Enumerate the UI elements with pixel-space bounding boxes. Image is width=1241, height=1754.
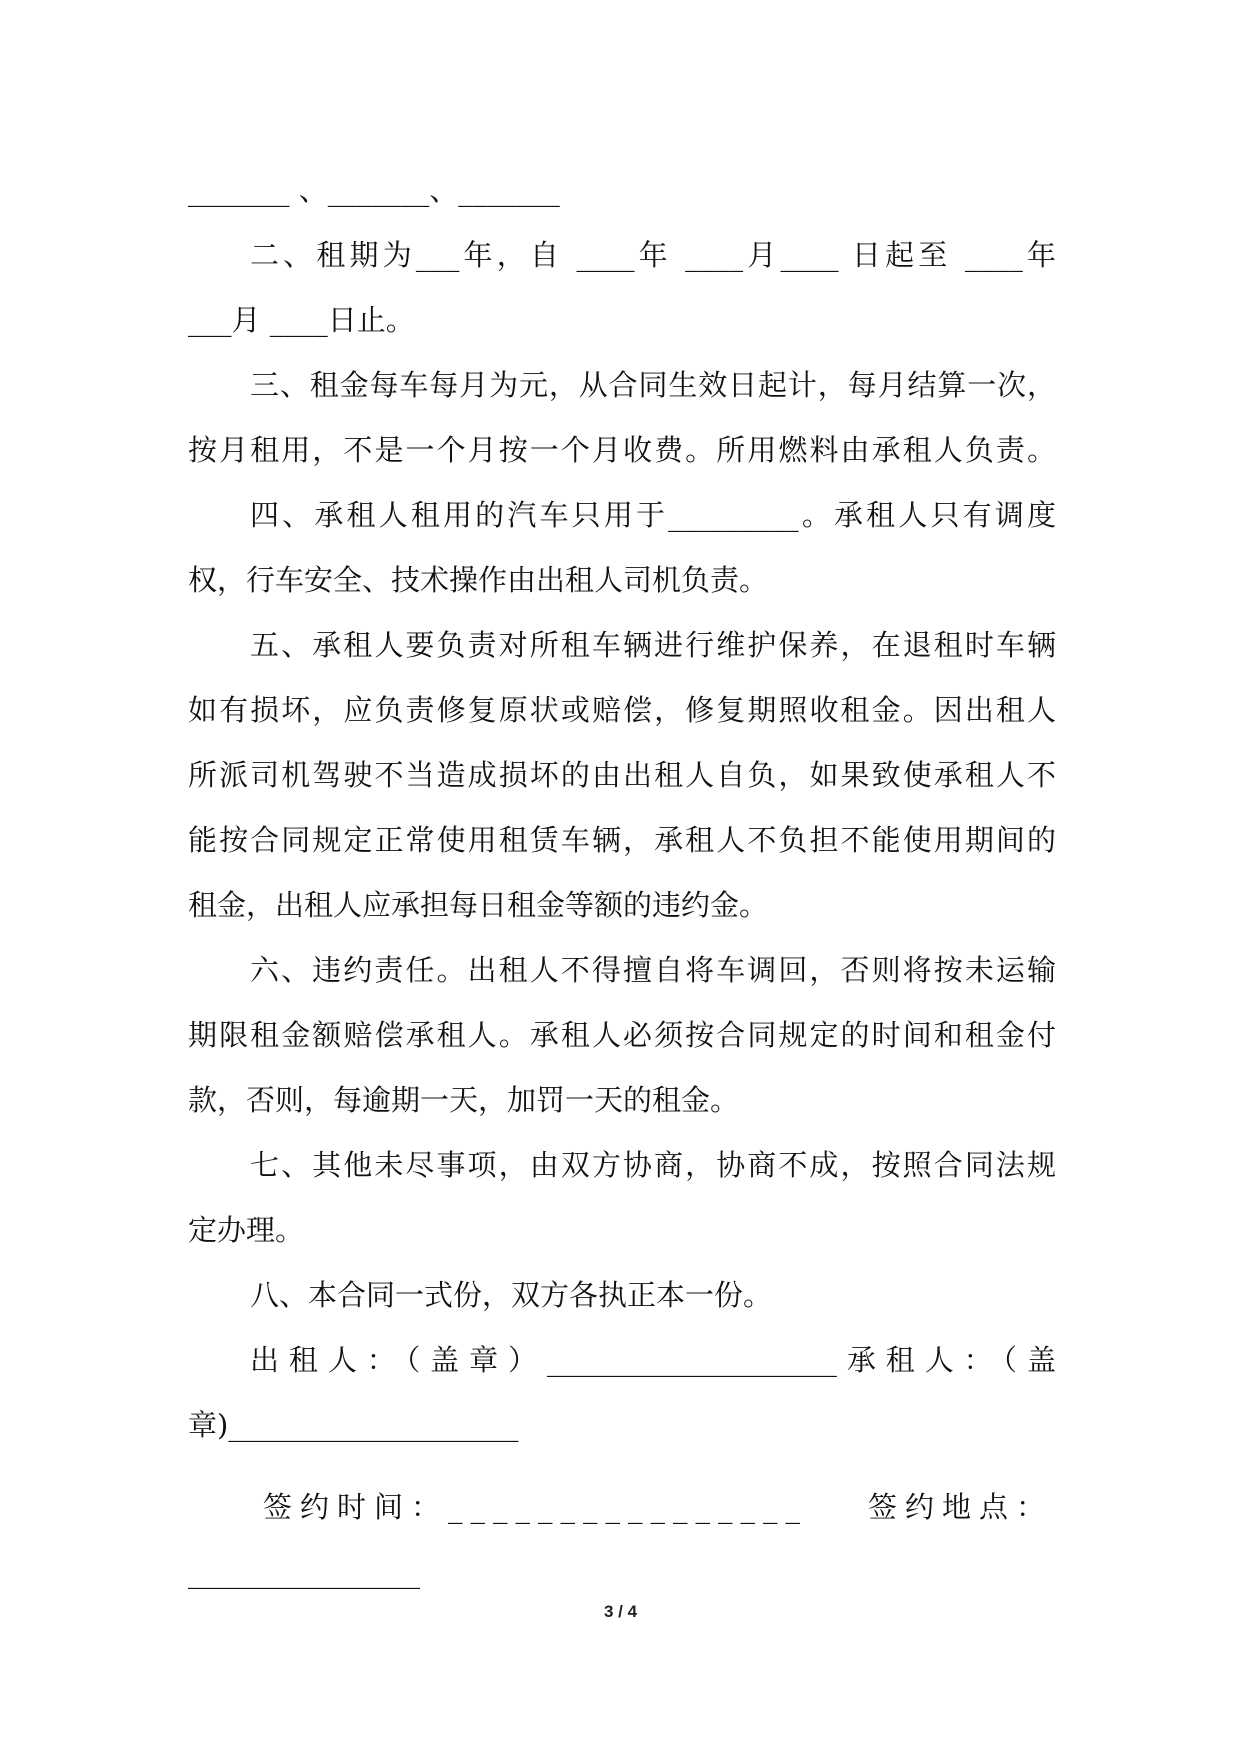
text-line: 款，否则，每逾期一天，加罚一天的租金。 (188, 1083, 740, 1117)
text-line: 期限租金额赔偿承租人。承租人必须按合同规定的时间和租金付 (188, 1018, 1056, 1052)
text-line: 三、租金每车每月为元，从合同生效日起计，每月结算一次， (250, 368, 1056, 402)
text-line: 租金，出租人应承担每日租金等额的违约金。 (188, 888, 769, 922)
signature-lessor-line: 出租人：（盖章）____________________承租人：（盖 (250, 1343, 1056, 1377)
sign-place: 签约地点： (868, 1490, 1054, 1524)
text-line: 七、其他未尽事项，由双方协商，协商不成，按照合同法规 (250, 1148, 1056, 1182)
contract-body (188, 158, 1056, 1458)
text-line: 能按合同规定正常使用租赁车辆，承租人不负担不能使用期间的 (188, 823, 1056, 857)
text-line: 如有损坏，应负责修复原状或赔偿，修复期照收租金。因出租人 (188, 693, 1056, 727)
text-line: 八、本合同一式份，双方各执正本一份。 (250, 1278, 773, 1312)
page-number: 3 / 4 (603, 1602, 638, 1621)
text-line: _______ 、_______、_______ (188, 173, 560, 207)
text-line: 四、承租人租用的汽车只用于_________。承租人只有调度 (250, 498, 1056, 532)
sign-time: 签约时间：________________ (263, 1490, 809, 1524)
signature-lessee-line: 章)____________________ (188, 1408, 519, 1442)
text-line: 定办理。 (188, 1213, 305, 1247)
text-line: 六、违约责任。出租人不得擅自将车调回，否则将按未运输 (250, 953, 1056, 987)
text-line: 五、承租人要负责对所租车辆进行维护保养，在退租时车辆 (250, 628, 1056, 662)
text-line: 按月租用，不是一个月按一个月收费。所用燃料由承租人负责。 (188, 433, 1056, 467)
sign-place-blank: ________________ (188, 1555, 420, 1589)
text-line: ___月 ____日止。 (188, 303, 415, 337)
text-line: 二、租期为___年，自 ____年 ____月____ 日起至 ____年 (250, 238, 1056, 272)
text-line: 所派司机驾驶不当造成损坏的由出租人自负，如果致使承租人不 (188, 758, 1056, 792)
text-line: 权，行车安全、技术操作由出租人司机负责。 (188, 563, 769, 597)
